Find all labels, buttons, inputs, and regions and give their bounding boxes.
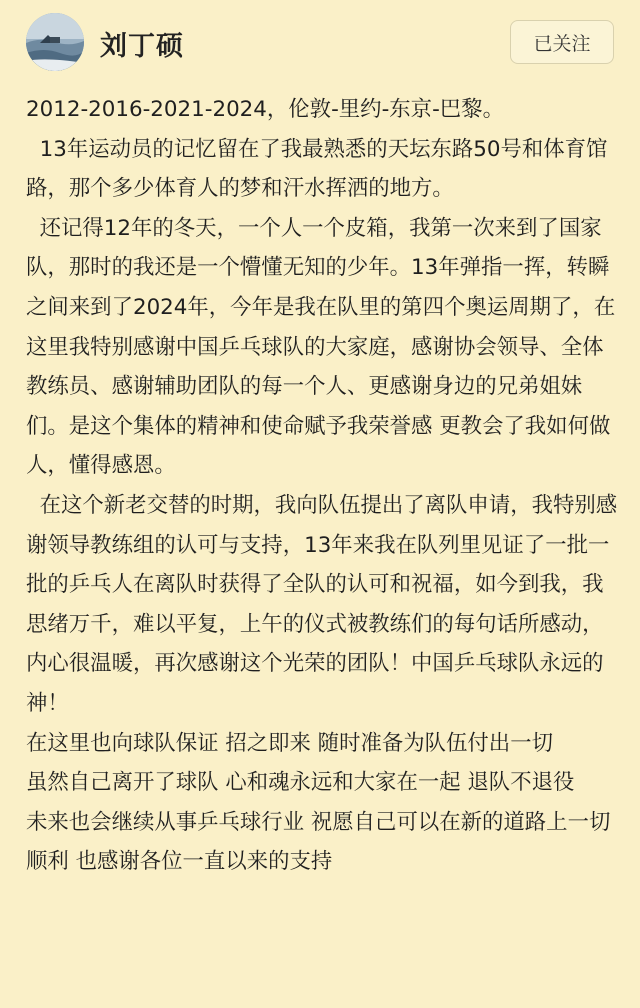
username[interactable]: 刘丁硕 [100, 31, 184, 62]
post-paragraph: 还记得12年的冬天，一个人一个皮箱，我第一次来到了国家队，那时的我还是一个懵懂无知的少年。13年弹指一挥，转瞬之间来到了2024年，今年是我在队里的第四个奥运周期了，在这里我特别感谢中国乒乓球队的大家庭，感谢协会领导、全体教练员、感谢辅助团队的每一个人、更感谢身边的兄弟姐妹们。是这个集体的精神和使命赋予我荣誉感 更教会了我如何做人，懂得感恩。 [26, 215, 616, 479]
avatar[interactable] [26, 13, 84, 71]
post-paragraph: 13年运动员的记忆留在了我最熟悉的天坛东路50号和体育馆路，那个多少体育人的梦和汗水挥洒的地方。 [26, 136, 608, 202]
post-header [0, 0, 640, 92]
post-paragraph: 虽然自己离开了球队 心和魂永远和大家在一起 退队不退役 [26, 770, 575, 796]
post-paragraph: 未来也会继续从事乒乓球行业 祝愿自己可以在新的道路上一切顺利 也感谢各位一直以来的支持 [26, 809, 611, 875]
post-paragraph: 在这里也向球队保证 招之即来 随时准备为队伍付出一切 [26, 730, 553, 756]
post-content [26, 90, 624, 882]
post-paragraph: 在这个新老交替的时期，我向队伍提出了离队申请，我特别感谢领导教练组的认可与支持，13年来我在队列里见证了一批一批的乒乓人在离队时获得了全队的认可和祝福，如今到我，我思绪万千，难以平复，上午的仪式被教练们的每句话所感动，内心很温暖，再次感谢这个光荣的团队！中国乒乓球队永远的神！ [26, 492, 618, 716]
following-button[interactable]: 已关注 [510, 20, 614, 64]
avatar-landscape-icon [26, 13, 84, 71]
post-paragraph: 2012-2016-2021-2024，伦敦-里约-东京-巴黎。 [26, 97, 504, 122]
